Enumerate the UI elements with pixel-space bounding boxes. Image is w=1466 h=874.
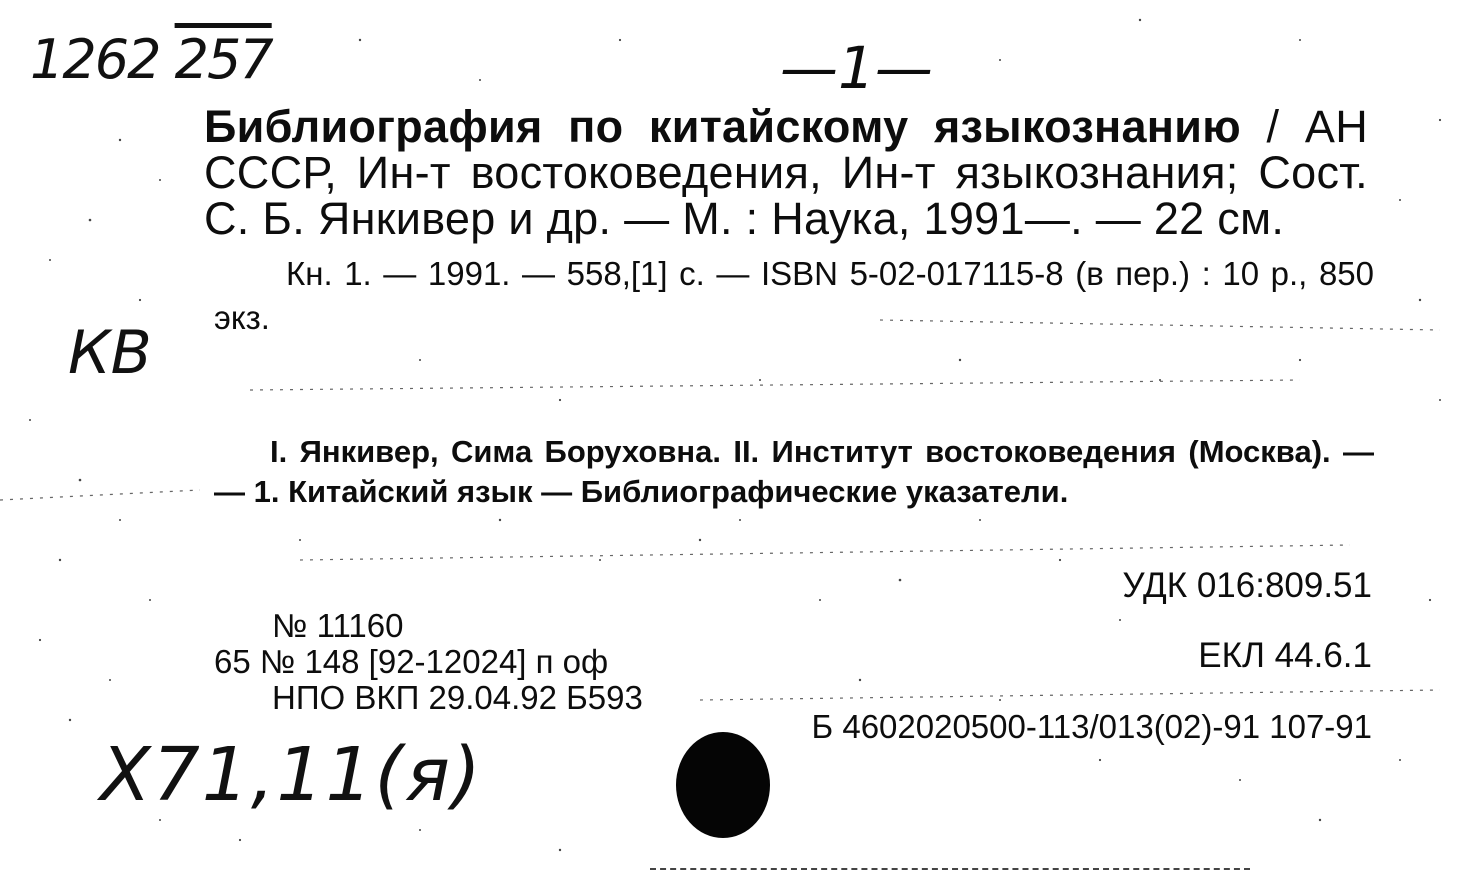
call-number-over: 257: [174, 28, 272, 91]
print-info-line-3: НПО ВКП 29.04.92 Б593: [272, 679, 643, 716]
udc-code: УДК 016:809.51: [1122, 566, 1372, 605]
imprint: / АН СССР, Ин-т востоковедения, Ин-т языкознания; Сост. С. Б. Янкивер и др. — М. : Наука, 1991—. — 22 см.: [204, 101, 1369, 244]
tracings: [214, 432, 1374, 512]
handwritten-shelf-mark: Х71,11(я): [100, 732, 483, 818]
handwritten-stamp-kv: КВ: [68, 318, 152, 388]
punch-hole: [676, 732, 770, 838]
print-info: [214, 608, 643, 716]
b-number: Б 4602020500-113/013(02)-91 107-91: [811, 708, 1372, 745]
tracings-text: I. Янкивер, Сима Боруховна. II. Институт востоковедения (Москва). — — 1. Китайский язык — Библиографические указатели.: [214, 434, 1374, 509]
ekl-code: ЕКЛ 44.6.1: [1198, 636, 1372, 675]
bottom-edge-line: [650, 868, 1250, 872]
handwritten-call-number: [30, 28, 272, 91]
volume-description: [214, 252, 1374, 340]
book-title: Библиография по китайскому языкознанию: [204, 101, 1241, 152]
volume-text: Кн. 1. — 1991. — 558,[1] с. — ISBN 5-02-017115-8 (в пер.) : 10 р., 850 экз.: [214, 255, 1374, 336]
page-number: —1—: [780, 34, 933, 102]
call-number-top: 1262: [30, 28, 160, 91]
bibliographic-title-block: [204, 101, 1369, 244]
print-info-line-2: 65 № 148 [92-12024] п оф: [214, 643, 609, 680]
print-info-line-1: № 11160: [272, 607, 404, 644]
